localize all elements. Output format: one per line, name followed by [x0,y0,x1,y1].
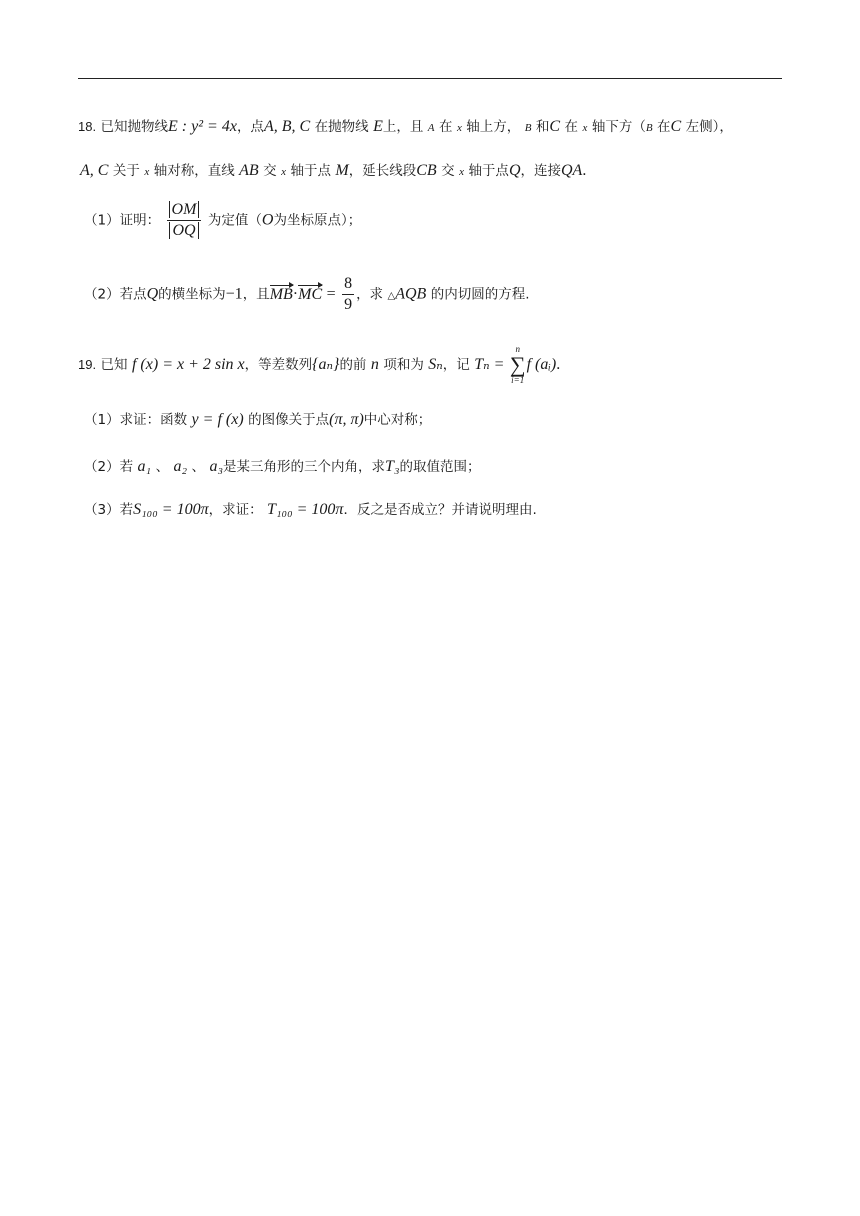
q18-segment-qa: QA [561,162,583,179]
q18-text: ，延长线段 [348,163,417,179]
q18-triangle-aqb: AQB [395,285,427,303]
q19-part3 [84,502,537,518]
q18-part2 [84,276,530,313]
q18-var-x: x [281,166,286,178]
q19-text: 的前 [339,357,367,373]
q18-text: 轴于点 [468,163,509,179]
q19-text: 中心对称； [363,412,432,428]
q19-part1-label: （1）求证：函数 [84,412,188,428]
q18-point-q: Q [508,162,521,179]
q19-sum-lower: i=1 [511,375,525,385]
q18-var-x: x [582,122,588,134]
q18-text: 左侧）， [685,119,733,135]
q18-vector-mb: MB [269,285,293,303]
q18-points: A, B, C [263,118,311,135]
q18-var-x: x [144,166,150,178]
q18-text: 在 [438,119,453,135]
q18-ratio-numerator: OM [169,201,200,218]
q19-f-ai: f (aᵢ) [526,356,557,373]
q18-text: 轴下方（ [591,119,646,135]
q19-text: 的取值范围； [399,459,481,475]
q18-text: 的内切圆的方程. [430,286,530,303]
header-rule [78,78,782,79]
q19-text: 已知 [100,357,128,373]
q19-part2-label: （2）若 [84,459,134,475]
q19-s100-condition: S₁₀₀ = 100π [133,501,209,518]
q18-text: 已知抛物线 [100,119,169,135]
q18-text: ，且 [242,286,270,303]
q18-text: 的横坐标为 [158,286,226,303]
q18-var-c: C [549,118,561,135]
triangle-icon: △ [387,290,396,302]
q18-text: 为定值（ [207,212,262,229]
q19-center-point: (π, π) [329,411,364,428]
q18-text: 在 [657,119,671,135]
q18-line1 [78,119,733,135]
q18-var-x: x [456,122,462,134]
q19-a2: a₂ [173,458,188,475]
q19-part1 [84,412,431,428]
q19-period: . [556,356,561,373]
q19-text: 是某三角形的三个内角，求 [223,459,386,475]
q18-number: 18. [78,119,97,134]
q18-var-b: B [645,122,653,134]
q18-line-ab: AB [239,162,259,179]
q18-text: 交 [263,163,277,179]
q18-text: 和 [535,119,550,135]
q18-text: 轴上方， [466,119,521,135]
q18-vector-mc: MC [298,285,323,303]
q19-summation [510,345,526,385]
q18-var-x: x [459,166,464,178]
q18-text: 在 [564,119,579,135]
q19-separator: 、 [155,459,170,475]
q19-text: ，等差数列 [244,357,313,373]
q18-period: . [582,162,587,179]
q19-tn: Tₙ = [474,356,505,373]
q18-parabola-eq: E : y² = 4x [168,118,237,135]
q19-text: 的图像关于点 [248,412,330,428]
q19-a3: a₃ [209,458,224,475]
q19-t100-claim: T₁₀₀ = 100π [267,501,344,518]
q18-text: 为坐标原点）； [273,212,362,229]
q18-text: 在抛物线 [314,119,369,135]
q19-function-def: f (x) = x + 2 sin x [131,356,245,373]
q18-abscissa-value: −1 [225,285,243,303]
q18-part1 [84,202,361,239]
q18-fraction-numerator: 8 [342,276,354,295]
q18-var-c: C [670,118,682,135]
q18-equals: = [326,285,336,303]
q19-text: ，求证： [208,502,263,518]
q19-text: 项和为 [383,357,424,373]
q18-var-e: E [373,118,383,135]
q18-text: 轴于点 [290,163,331,179]
q19-part3-label: （3）若 [84,502,134,518]
q19-number: 19. [78,357,97,372]
q18-fraction-denominator: 9 [344,296,353,313]
q18-dot: · [292,285,299,303]
q18-text: 关于 [112,163,140,179]
q18-var-b: B [524,122,532,134]
q18-point-q: Q [146,285,159,303]
q19-sum-upper: n [515,344,520,354]
q18-text: ，求 [356,286,384,303]
q19-graph-eq: y = f (x) [191,411,244,428]
sigma-icon: ∑ [509,352,526,377]
q18-text: ，连接 [520,163,561,179]
q19-sequence: {aₙ} [312,356,340,373]
q19-t3: T₃ [385,458,400,475]
q18-dot-product-fraction [342,276,354,313]
q19-line1 [78,345,560,385]
q18-point-o: O [261,211,274,229]
q18-text: 交 [441,163,455,179]
q18-part2-label: （2）若点 [84,286,147,303]
q18-text: 轴对称，直线 [153,163,235,179]
q18-text: 上，且 [382,119,424,135]
q19-part2 [84,459,481,475]
q18-text: ，点 [236,119,264,135]
q19-a1: a₁ [137,458,152,475]
q18-segment-cb: CB [416,162,437,179]
q19-sum-sn: Sₙ [428,356,443,373]
q19-text: ．反之是否成立？并请说明理由. [343,502,537,518]
q18-line2 [80,163,586,179]
q19-text: ，记 [442,357,470,373]
q18-point-m: M [335,162,349,179]
q18-var-a: A [427,122,435,134]
q19-separator: 、 [191,459,206,475]
q19-var-n: n [370,356,379,373]
q18-ratio-fraction [167,202,202,239]
q18-part1-label: （1）证明： [84,212,161,229]
q18-ratio-denominator: OQ [169,222,198,239]
q18-points-ac: A, C [80,162,109,179]
